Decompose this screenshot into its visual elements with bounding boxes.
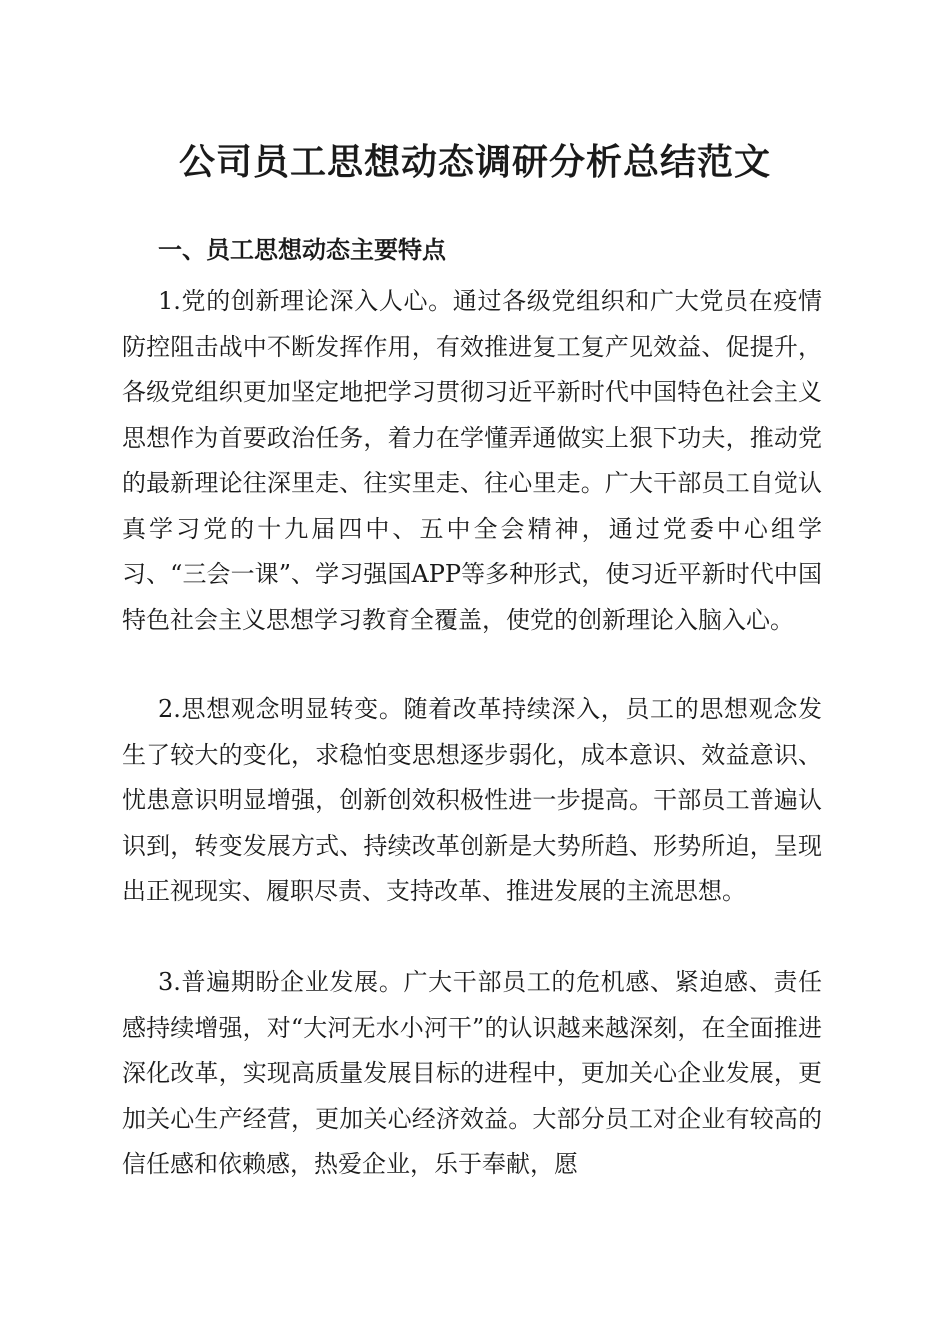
paragraph-3: 3.普遍期盼企业发展。广大干部员工的危机感、紧迫感、责任感持续增强，对“大河无水小河干”的认识越来越深刻，在全面推进深化改革，实现高质量发展目标的进程中，更加关心企业发展，更加关心生产经营，更加关心经济效益。大部分员工对企业有较高的信任感和依赖感，热爱企业，乐于奉献，愿	[122, 968, 822, 1178]
paragraph-1: 1.党的创新理论深入人心。通过各级党组织和广大党员在疫情防控阻击战中不断发挥作用，有效推进复工复产见效益、促提升，各级党组织更加坚定地把学习贯彻习近平新时代中国特色社会主义思想作为首要政治任务，着力在学懂弄通做实上狠下功夫，推动党的最新理论往深里走、往实里走、往心里走。广大干部员工自觉认真学习党的十九届四中、五中全会精神，通过党委中心组学习、“三会一课”、学习强国APP等多种形式，使习近平新时代中国特色社会主义思想学习教育全覆盖，使党的创新理论入脑入心。	[122, 287, 822, 634]
paragraph-2: 2.思想观念明显转变。随着改革持续深入，员工的思想观念发生了较大的变化，求稳怕变思想逐步弱化，成本意识、效益意识、忧患意识明显增强，创新创效积极性进一步提高。干部员工普遍认识到，转变发展方式、持续改革创新是大势所趋、形势所迫，呈现出正视现实、履职尽责、支持改革、推进发展的主流思想。	[122, 695, 822, 905]
section-heading: 一、员工思想动态主要特点	[158, 236, 446, 264]
document-title: 公司员工思想动态调研分析总结范文	[178, 141, 771, 183]
